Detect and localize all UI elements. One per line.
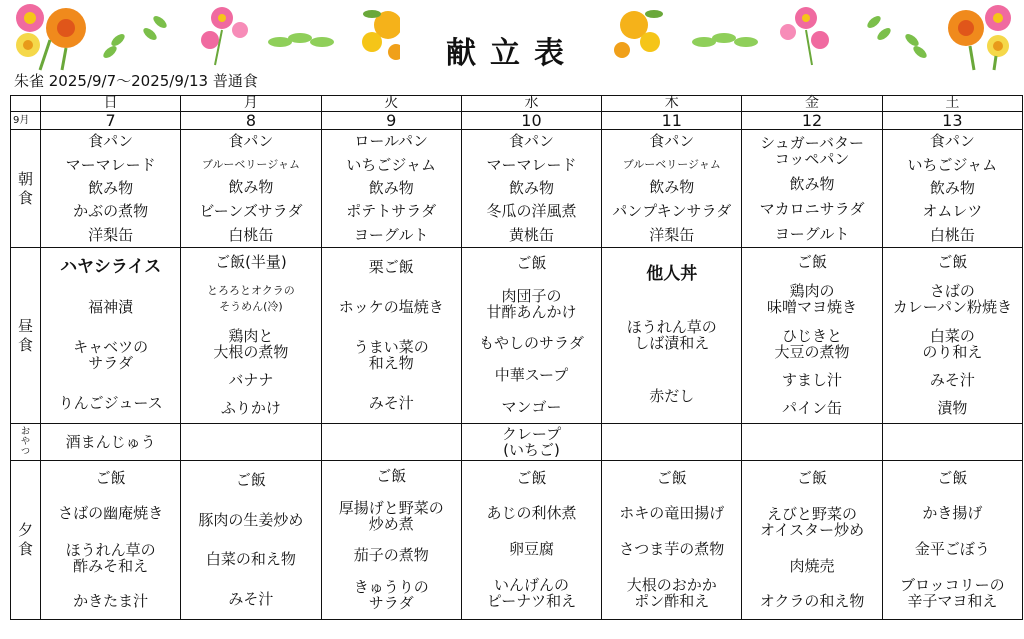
dinner-cell (882, 461, 1022, 620)
dish-item: 栗ご飯 (368, 258, 414, 277)
lunch-label: 昼 食 (11, 248, 41, 424)
breakfast-cell (321, 130, 461, 248)
breakfast-row (11, 130, 1023, 248)
dish-item: ビーンズサラダ (199, 202, 303, 221)
dinner-row (11, 461, 1023, 620)
snack-cell (181, 424, 321, 461)
dish-item: 洋梨缶 (649, 225, 695, 244)
snack-cell (41, 424, 181, 461)
dish-list (322, 130, 461, 247)
dinner-cell (461, 461, 601, 620)
dish-item: かぶの煮物 (73, 202, 149, 221)
date-header: 9 (321, 112, 461, 130)
dish-item: 飲み物 (228, 178, 274, 197)
breakfast-cell (41, 130, 181, 248)
dish-item: 食パン (508, 132, 554, 151)
dish-item: 白菜の のり和え (922, 326, 983, 361)
dish-item: 鶏肉の 味噌マヨ焼き (767, 281, 858, 316)
dish-item: 黄桃缶 (508, 225, 554, 244)
dish-item: ご飯 (376, 467, 407, 485)
dish-item: オクラの和え物 (759, 591, 865, 610)
dish-item: みそ汁 (228, 589, 274, 608)
dish-item: ヨーグルト (353, 225, 429, 244)
dish-item: 飲み物 (508, 178, 554, 197)
dish-item: ご飯 (516, 469, 547, 488)
dish-item: 肉団子の 甘酢あんかけ (486, 286, 577, 321)
dish-item: マンゴー (501, 397, 562, 416)
dish-list (462, 130, 601, 247)
dish-list (462, 424, 601, 460)
dish-item: パイン缶 (782, 399, 843, 418)
weekday-header: 日 (41, 96, 181, 112)
dish-list (602, 424, 741, 460)
dish-item: ポテトサラダ (346, 202, 437, 221)
page-title: 献立表 (446, 36, 578, 71)
dish-item: すまし汁 (782, 371, 843, 390)
dish-item: ご飯 (656, 469, 687, 488)
dish-list (41, 130, 180, 247)
dish-item: 飲み物 (649, 178, 695, 197)
dish-list (883, 424, 1022, 460)
dish-list (41, 424, 180, 460)
dish-item: ご飯 (937, 469, 968, 488)
date-header: 11 (602, 112, 742, 130)
dish-item: 他人丼 (646, 263, 698, 284)
weekday-header: 水 (461, 96, 601, 112)
dish-list (883, 130, 1022, 247)
weekday-header: 月 (181, 96, 321, 112)
snack-cell (461, 424, 601, 461)
dish-item: 卵豆腐 (508, 539, 554, 558)
dish-item: かき揚げ (922, 504, 983, 523)
dish-item: ご飯 (516, 254, 547, 273)
dish-list (41, 248, 180, 423)
dish-list (322, 424, 461, 460)
dish-item: ブルーベリージャム (622, 157, 721, 171)
snack-cell (882, 424, 1022, 461)
dish-item: 鶏肉と 大根の煮物 (213, 326, 289, 361)
weekday-header: 金 (742, 96, 882, 112)
dish-item: ヨーグルト (774, 225, 850, 243)
breakfast-cell (181, 130, 321, 248)
dish-item: ほうれん草の しば漬和え (626, 318, 717, 353)
dish-item: バナナ (228, 371, 274, 390)
dinner-label: 夕 食 (11, 461, 41, 620)
weekday-header-row (11, 96, 1023, 112)
snack-row (11, 424, 1023, 461)
dish-item: 飲み物 (88, 178, 134, 197)
lunch-cell (321, 248, 461, 424)
dish-item: マーマレード (65, 155, 156, 174)
dish-item: ふりかけ (220, 399, 281, 418)
breakfast-cell (461, 130, 601, 248)
dish-item: いんげんの ピーナツ和え (486, 575, 577, 610)
dish-list (742, 130, 881, 247)
dish-list (322, 461, 461, 619)
snack-label: お や つ (11, 424, 41, 461)
dish-item: とろろとオクラの そうめん(冷) (207, 283, 295, 313)
dish-list (742, 424, 881, 460)
dish-list (462, 248, 601, 423)
dish-item: クレープ (いちご) (501, 425, 562, 459)
breakfast-cell (602, 130, 742, 248)
dish-item: 飲み物 (929, 178, 975, 197)
lunch-row (11, 248, 1023, 424)
dish-item: いちごジャム (346, 155, 437, 174)
dish-item: きゅうりの サラダ (353, 578, 429, 612)
dish-item: ご飯 (235, 471, 266, 490)
dish-list (462, 461, 601, 619)
dish-item: ハヤシライス (60, 257, 162, 278)
dish-item: ホッケの塩焼き (338, 297, 444, 316)
dish-item: えびと野菜の オイスター炒め (759, 505, 865, 540)
breakfast-cell (742, 130, 882, 248)
dish-item: 福神漬 (88, 297, 134, 316)
dish-item: ご飯(半量) (215, 252, 287, 271)
dish-item: 食パン (649, 132, 695, 151)
dish-item: シュガーバター コッペパン (760, 134, 865, 168)
dish-item: 大根のおかか ポン酢和え (626, 575, 717, 610)
dish-item: みそ汁 (368, 393, 414, 412)
breakfast-label: 朝 食 (11, 130, 41, 248)
dish-list (181, 424, 320, 460)
dish-item: キャベツの サラダ (73, 338, 149, 373)
dish-item: 冬瓜の洋風煮 (486, 202, 577, 221)
dinner-cell (742, 461, 882, 620)
menu-period-subtitle: 朱雀 2025/9/7〜2025/9/13 普通食 (14, 72, 258, 90)
dish-item: 食パン (228, 132, 274, 151)
snack-cell (742, 424, 882, 461)
dish-item: パンプキンサラダ (612, 202, 732, 221)
dish-list (602, 130, 741, 247)
lunch-cell (181, 248, 321, 424)
dinner-cell (602, 461, 742, 620)
dish-item: うまい菜の 和え物 (353, 338, 429, 373)
dish-item: ご飯 (797, 469, 828, 488)
dish-item: みそ汁 (929, 371, 975, 390)
dish-item: 飲み物 (789, 175, 835, 193)
date-header-row (11, 112, 1023, 130)
date-header: 10 (461, 112, 601, 130)
dish-list (742, 248, 881, 423)
dish-item: 食パン (88, 132, 134, 151)
dish-item: マーマレード (486, 155, 577, 174)
snack-cell (321, 424, 461, 461)
dish-list (322, 248, 461, 423)
dish-list (602, 248, 741, 423)
dish-item: ブロッコリーの 辛子マヨ和え (899, 575, 1005, 610)
dish-item: いちごジャム (907, 155, 998, 174)
dish-item: ホキの竜田揚げ (619, 504, 725, 523)
dish-item: りんごジュース (58, 393, 163, 412)
dish-list (602, 461, 741, 619)
date-header: 7 (41, 112, 181, 130)
weekday-header: 火 (321, 96, 461, 112)
lunch-cell (41, 248, 181, 424)
dish-item: 洋梨缶 (88, 225, 134, 244)
weekday-header: 土 (882, 96, 1022, 112)
dish-item: 金平ごぼう (914, 539, 990, 558)
dish-list (181, 130, 320, 247)
month-label: 9月 (11, 112, 41, 130)
dish-item: ひじきと 大豆の煮物 (774, 326, 850, 361)
dish-item: オムレツ (922, 202, 983, 221)
lunch-cell (882, 248, 1022, 424)
dinner-cell (321, 461, 461, 620)
dinner-cell (181, 461, 321, 620)
date-header: 12 (742, 112, 882, 130)
dish-item: ロールパン (354, 132, 429, 151)
dish-item: マカロニサラダ (759, 200, 865, 218)
dish-item: ほうれん草の 酢みそ和え (65, 540, 156, 575)
dish-item: 茄子の煮物 (353, 546, 429, 564)
dish-item: 白桃缶 (929, 225, 975, 244)
dish-item: 厚揚げと野菜の 炒め煮 (338, 499, 444, 533)
dish-item: 肉焼売 (789, 556, 835, 575)
snack-cell (602, 424, 742, 461)
dish-item: かきたま汁 (73, 591, 149, 610)
dish-list (41, 461, 180, 619)
dish-list (883, 461, 1022, 619)
dish-item: 赤だし (649, 387, 695, 406)
dish-item: もやしのサラダ (479, 334, 584, 353)
weekday-header: 木 (602, 96, 742, 112)
dish-item: ご飯 (95, 469, 126, 488)
dish-list (181, 461, 320, 619)
dish-list (181, 248, 320, 423)
date-header: 13 (882, 112, 1022, 130)
lunch-cell (461, 248, 601, 424)
dish-item: ブルーベリージャム (201, 157, 300, 171)
dish-item: さばの幽庵焼き (58, 504, 164, 523)
dinner-cell (41, 461, 181, 620)
dish-item: 白菜の和え物 (205, 550, 296, 569)
dish-item: ご飯 (797, 252, 828, 271)
lunch-cell (742, 248, 882, 424)
menu-table (10, 95, 1023, 620)
dish-item: あじの利休煮 (486, 504, 577, 523)
dish-item: 白桃缶 (228, 225, 274, 244)
dish-item: 漬物 (937, 399, 968, 418)
date-header: 8 (181, 112, 321, 130)
dish-list (742, 461, 881, 619)
dish-item: 豚肉の生姜炒め (198, 510, 304, 529)
dish-list (883, 248, 1022, 423)
lunch-cell (602, 248, 742, 424)
dish-item: さつま芋の煮物 (619, 539, 725, 558)
dish-item: 飲み物 (368, 178, 414, 197)
dish-item: 中華スープ (494, 366, 569, 385)
breakfast-cell (882, 130, 1022, 248)
dish-item: さばの カレーパン粉焼き (892, 281, 1012, 316)
dish-item: 酒まんじゅう (65, 432, 156, 451)
corner-cell (11, 96, 41, 112)
dish-item: 食パン (929, 132, 975, 151)
dish-item: ご飯 (937, 252, 968, 271)
